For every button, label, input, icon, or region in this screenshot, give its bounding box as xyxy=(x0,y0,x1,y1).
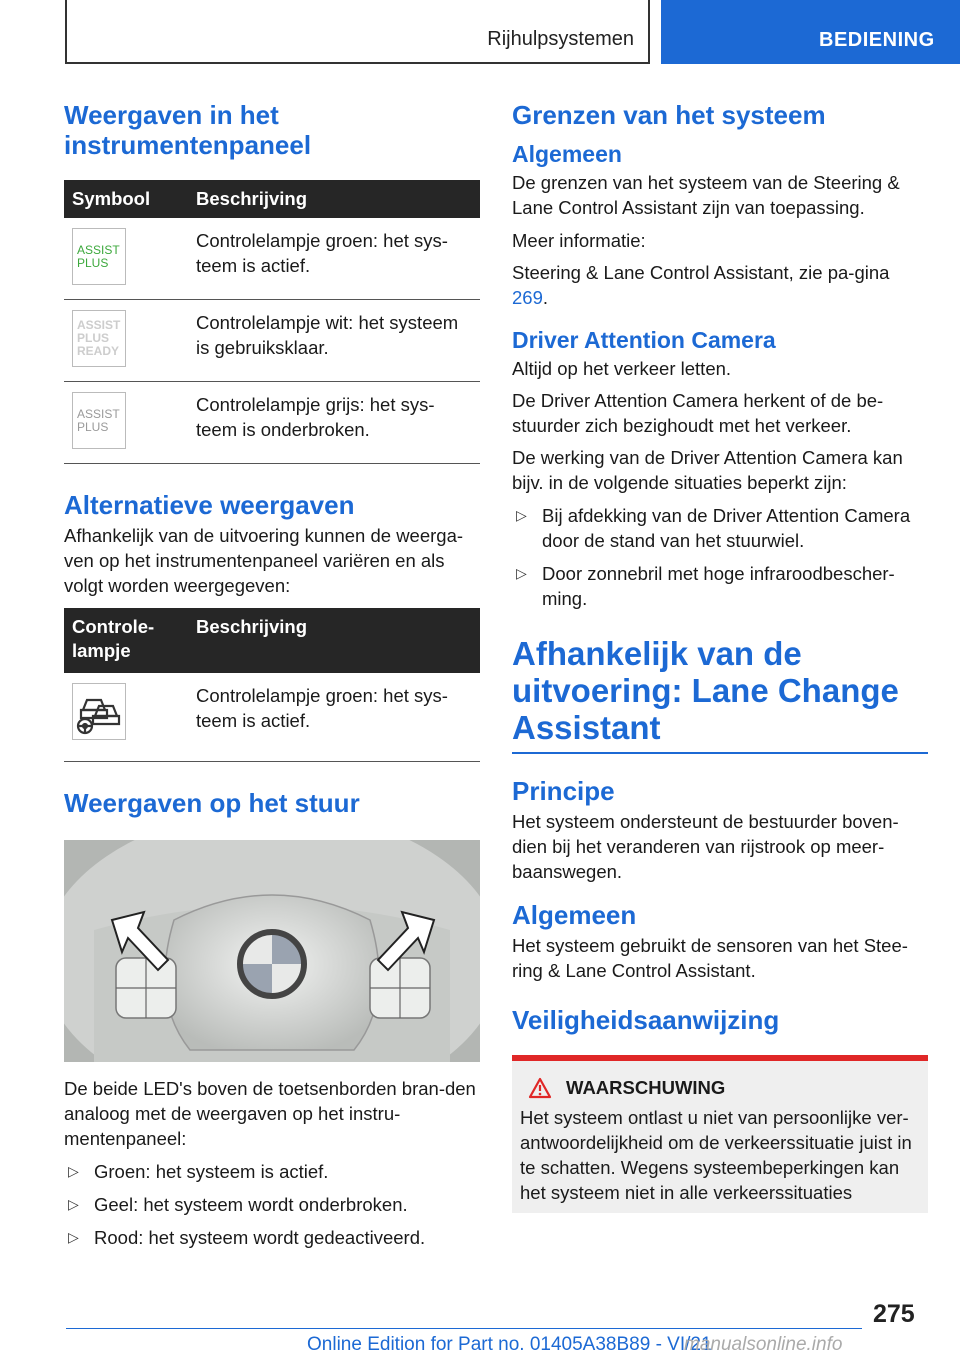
lane-change-car-icon xyxy=(75,688,123,736)
assist-plus-green-icon: ASSIST PLUS xyxy=(72,228,126,285)
header-chapter-title: BEDIENING xyxy=(819,29,935,51)
heading-lane-change-assistant: Afhankelijk van de uitvoering: Lane Change Assistant xyxy=(512,635,899,746)
warning-triangle-icon xyxy=(528,1077,552,1099)
lane-change-steering-icon xyxy=(72,683,126,740)
general-2-text: Het systeem gebruikt de sensoren van het Stee-ring & Lane Control Assistant. xyxy=(512,935,908,981)
principle-text: Het systeem ondersteunt de bestuurder boven-dien bij het veranderen van rijstrook op meer-baanswegen. xyxy=(512,811,899,882)
table-cell-description: Controlelampje groen: het sys-teem is actief. xyxy=(188,218,480,300)
cross-reference: Steering & Lane Control Assistant, zie pa-gina 269. xyxy=(512,262,890,308)
right-column xyxy=(512,100,928,1213)
page-number: 275 xyxy=(873,1300,915,1328)
table-header-symbol: Symbool xyxy=(64,180,188,218)
table-header-row xyxy=(64,180,480,218)
table-header-lamp: Controle-lampje xyxy=(64,608,188,673)
heading-general-2: Algemeen xyxy=(512,900,637,930)
footer-rule xyxy=(66,1328,862,1329)
warning-text: Het systeem ontlast u niet van persoonlijke ver-antwoordelijkheid om de verkeerssituatie juist in te schatten. Wegens systeembeperkingen kan het systeem niet in alle verkeerssituaties xyxy=(520,1107,912,1203)
heading-steering-displays: Weergaven op het stuur xyxy=(64,788,360,818)
header-section-title: Rijhulpsystemen xyxy=(487,28,634,50)
warning-title: WAARSCHUWING xyxy=(566,1077,726,1098)
list-item: ▷ Geel: het systeem wordt onderbroken. xyxy=(64,1192,480,1217)
table-cell-description: Controlelampje wit: het systeem is gebruiksklaar. xyxy=(188,300,480,382)
table-row xyxy=(64,300,480,382)
warning-box xyxy=(512,1055,928,1213)
table-cell-description: Controlelampje grijs: het sys-teem is onderbroken. xyxy=(188,382,480,464)
header-chapter-tab xyxy=(661,0,960,64)
table-header-description: Beschrijving xyxy=(188,608,480,673)
camera-text-3: De werking van de Driver Attention Camera kan bijv. in de volgende situaties beperkt zijn: xyxy=(512,447,903,493)
lamp-table xyxy=(64,608,480,762)
heading-driver-attention-camera: Driver Attention Camera xyxy=(512,327,776,353)
camera-text-1: Altijd op het verkeer letten. xyxy=(512,358,732,379)
general-text: De grenzen van het systeem van de Steering & Lane Control Assistant zijn van toepassing. xyxy=(512,172,900,218)
heading-safety-notice: Veiligheidsaanwijzing xyxy=(512,1005,780,1035)
heading-instrument-display: Weergaven in het instrumentenpaneel xyxy=(64,100,312,160)
steering-wheel-image xyxy=(64,840,480,1062)
camera-text-2: De Driver Attention Camera herkent of de be-stuurder zich bezighoudt met het verkeer. xyxy=(512,390,884,436)
lane-change-heading-block xyxy=(512,635,928,754)
table-row xyxy=(64,218,480,300)
table-cell-description: Controlelampje groen: het sys-teem is actief. xyxy=(188,673,480,762)
table-row xyxy=(64,673,480,762)
list-item: ▷ Bij afdekking van de Driver Attention Camera door de stand van het stuurwiel. xyxy=(512,503,928,553)
steering-wheel-illustration xyxy=(64,840,480,1062)
table-header-description: Beschrijving xyxy=(188,180,480,218)
heading-principle: Principe xyxy=(512,776,615,806)
alternative-displays-text: Afhankelijk van de uitvoering kunnen de weerga-ven op het instrumentenpaneel variëren en als volgt worden weergegeven: xyxy=(64,525,464,596)
list-item: ▷ Groen: het systeem is actief. xyxy=(64,1159,480,1184)
camera-limits-list xyxy=(512,503,928,611)
heading-alternative-displays: Alternatieve weergaven xyxy=(64,490,355,520)
list-item: ▷ Door zonnebril met hoge infraroodbescher-ming. xyxy=(512,561,928,611)
header-section-box xyxy=(65,0,650,64)
heading-system-limits: Grenzen van het systeem xyxy=(512,100,826,130)
led-status-list xyxy=(64,1159,480,1250)
more-info-label: Meer informatie: xyxy=(512,230,646,251)
table-header-row xyxy=(64,608,480,673)
assist-plus-grey-icon: ASSIST PLUS xyxy=(72,392,126,449)
warning-title-row xyxy=(528,1077,920,1099)
assist-plus-ready-white-icon: ASSIST PLUS READY xyxy=(72,310,126,367)
heading-general: Algemeen xyxy=(512,141,622,167)
steering-leds-text: De beide LED's boven de toetsenborden bran-den analoog met de weergaven op het instru-mentenpaneel: xyxy=(64,1078,476,1149)
cross-reference-text: Steering & Lane Control Assistant, zie pa-gina xyxy=(512,262,890,283)
page-link-269[interactable]: 269 xyxy=(512,287,543,308)
table-row xyxy=(64,382,480,464)
symbol-table xyxy=(64,180,480,464)
watermark: manualsonline.info xyxy=(684,1334,843,1355)
list-item: ▷ Rood: het systeem wordt gedeactiveerd. xyxy=(64,1225,480,1250)
footer-edition: Online Edition for Part no. 01405A38B89 - VI/21 xyxy=(307,1334,712,1355)
left-column xyxy=(64,100,480,1250)
